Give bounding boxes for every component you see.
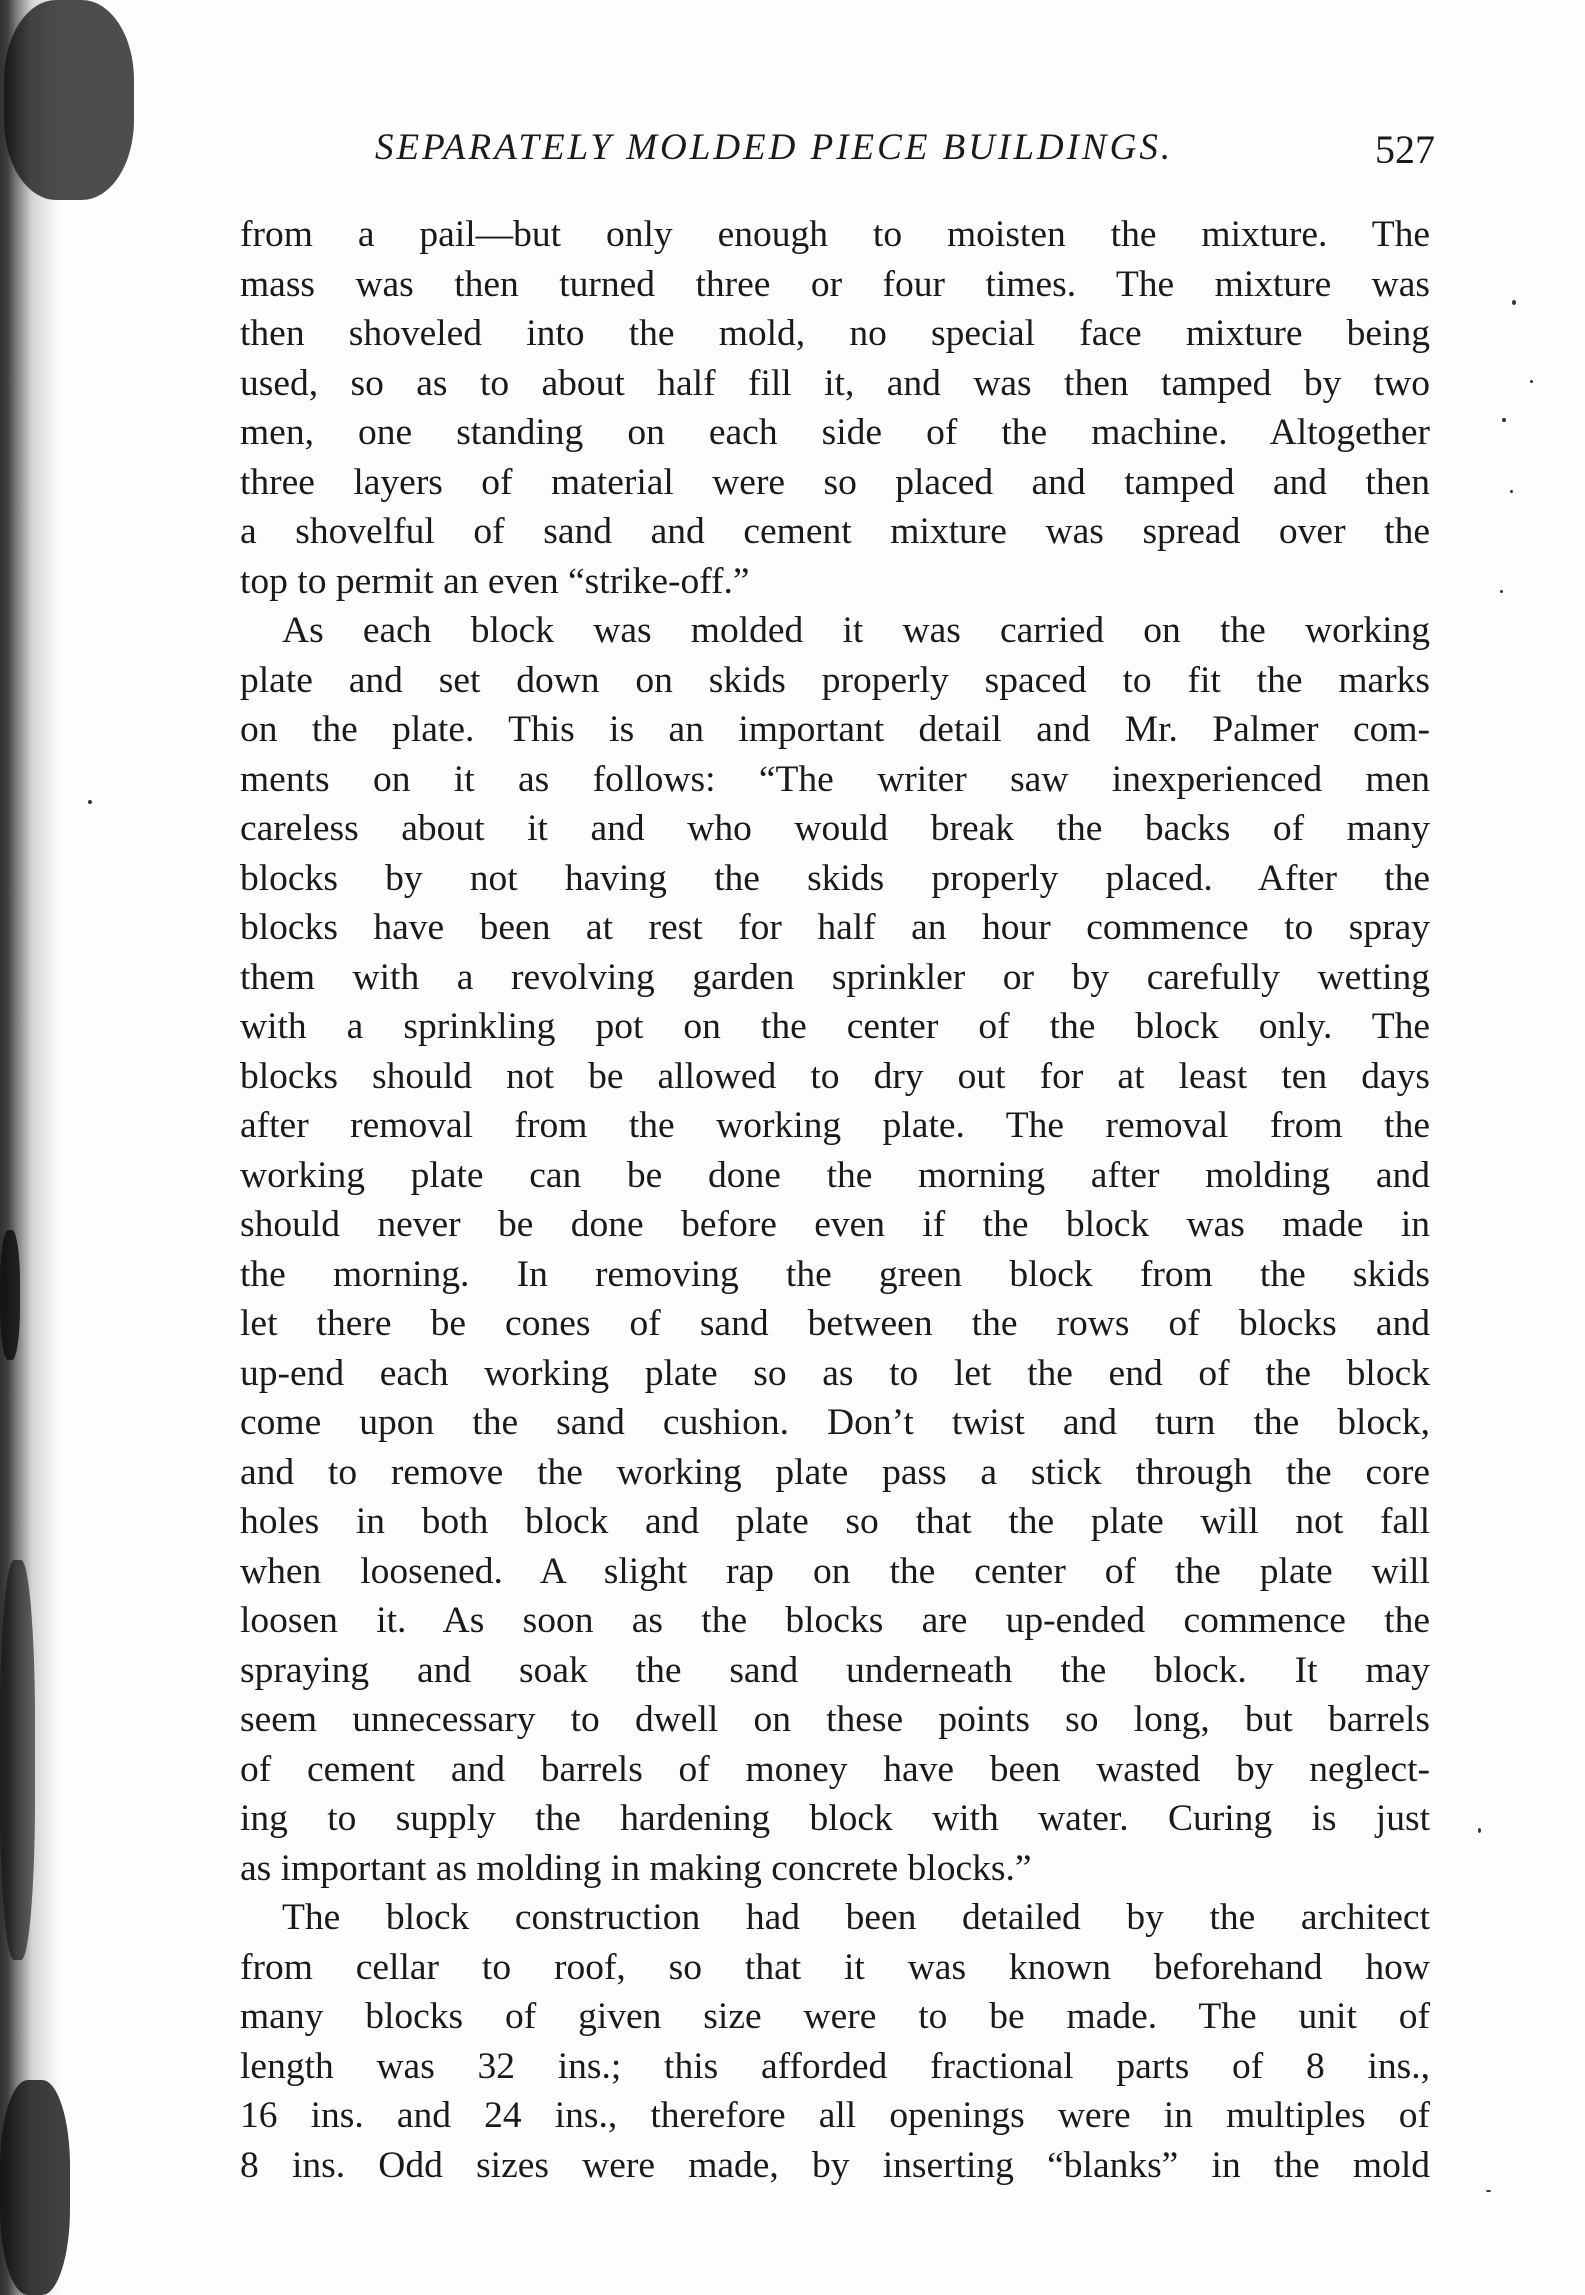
scan-speck — [1510, 490, 1513, 493]
text-line: careless about it and who would break the backs of many — [240, 808, 1430, 849]
text-line: then shoveled into the mold, no special face mixture being — [240, 313, 1430, 354]
running-head: SEPARATELY MOLDED PIECE BUILDINGS. — [375, 127, 1174, 168]
text-line: holes in both block and plate so that the plate will not fall — [240, 1501, 1430, 1542]
text-line: with a sprinkling pot on the center of the block only. The — [240, 1006, 1430, 1047]
scan-speck — [1502, 418, 1506, 422]
text-line: when loosened. A slight rap on the center of the plate will — [240, 1550, 1430, 1592]
text-line: come upon the sand cushion. Don’t twist and turn the block, — [240, 1402, 1430, 1443]
text-line: the morning. In removing the green block from the skids — [240, 1253, 1430, 1295]
text-line: blocks by not having the skids properly placed. After the — [240, 857, 1430, 899]
text-line: seem unnecessary to dwell on these points so long, but barrels — [240, 1699, 1430, 1740]
text-line: 8 ins. Odd sizes were made, by inserting “blanks” in the mold — [240, 2144, 1430, 2186]
text-line: length was 32 ins.; this afforded fractional parts of 8 ins., — [240, 2045, 1430, 2087]
scan-speck — [1512, 300, 1516, 305]
gutter-blot — [4, 0, 134, 200]
text-line: spraying and soak the sand underneath the block. It may — [240, 1649, 1430, 1691]
gutter-blot — [0, 1230, 20, 1360]
text-line: let there be cones of sand between the rows of blocks and — [240, 1303, 1430, 1344]
text-line: a shovelful of sand and cement mixture was spread over the — [240, 511, 1430, 552]
paragraph-start-line: As each block was molded it was carried on the working — [282, 610, 1430, 651]
gutter-blot — [0, 2080, 70, 2295]
scan-speck — [1478, 1828, 1481, 1833]
page-header — [375, 120, 1435, 180]
scan-speck — [1530, 380, 1533, 383]
text-line: on the plate. This is an important detail and Mr. Palmer com- — [240, 709, 1430, 750]
text-line: men, one standing on each side of the machine. Altogether — [240, 412, 1430, 453]
scan-speck — [1486, 2190, 1491, 2192]
text-line: ments on it as follows: “The writer saw inexperienced men — [240, 758, 1430, 800]
text-line: should never be done before even if the block was made in — [240, 1204, 1430, 1245]
text-line: many blocks of given size were to be made. The unit of — [240, 1996, 1430, 2037]
text-line: of cement and barrels of money have been wasted by neglect- — [240, 1748, 1430, 1790]
text-line: plate and set down on skids properly spaced to fit the marks — [240, 659, 1430, 701]
text-line: top to permit an even “strike-off.” — [240, 560, 750, 602]
scan-speck — [1500, 590, 1503, 593]
text-line: working plate can be done the morning after molding and — [240, 1154, 1430, 1196]
text-line: loosen it. As soon as the blocks are up-ended commence the — [240, 1600, 1430, 1641]
text-line: them with a revolving garden sprinkler or by carefully wetting — [240, 956, 1430, 998]
text-line: up-end each working plate so as to let the end of the block — [240, 1352, 1430, 1394]
text-line: 16 ins. and 24 ins., therefore all openings were in multiples of — [240, 2095, 1430, 2136]
text-line: and to remove the working plate pass a stick through the core — [240, 1451, 1430, 1493]
text-line: mass was then turned three or four times. The mixture was — [240, 263, 1430, 305]
page-number: 527 — [1375, 127, 1435, 172]
text-line: as important as molding in making concrete blocks.” — [240, 1847, 1032, 1889]
text-line: blocks should not be allowed to dry out for at least ten days — [240, 1055, 1430, 1097]
gutter-blot — [0, 1560, 35, 1960]
paragraph-start-line: The block construction had been detailed by the architect — [282, 1897, 1430, 1938]
text-line: used, so as to about half fill it, and was then tamped by two — [240, 362, 1430, 404]
text-line: after removal from the working plate. The removal from the — [240, 1105, 1430, 1146]
text-line: blocks have been at rest for half an hour commence to spray — [240, 907, 1430, 948]
text-line: from cellar to roof, so that it was known beforehand how — [240, 1946, 1430, 1988]
body-text — [240, 210, 1430, 2190]
text-line: from a pail—but only enough to moisten the mixture. The — [240, 214, 1430, 255]
scan-speck — [88, 800, 92, 804]
text-line: ing to supply the hardening block with water. Curing is just — [240, 1798, 1430, 1839]
text-line: three layers of material were so placed and tamped and then — [240, 461, 1430, 503]
